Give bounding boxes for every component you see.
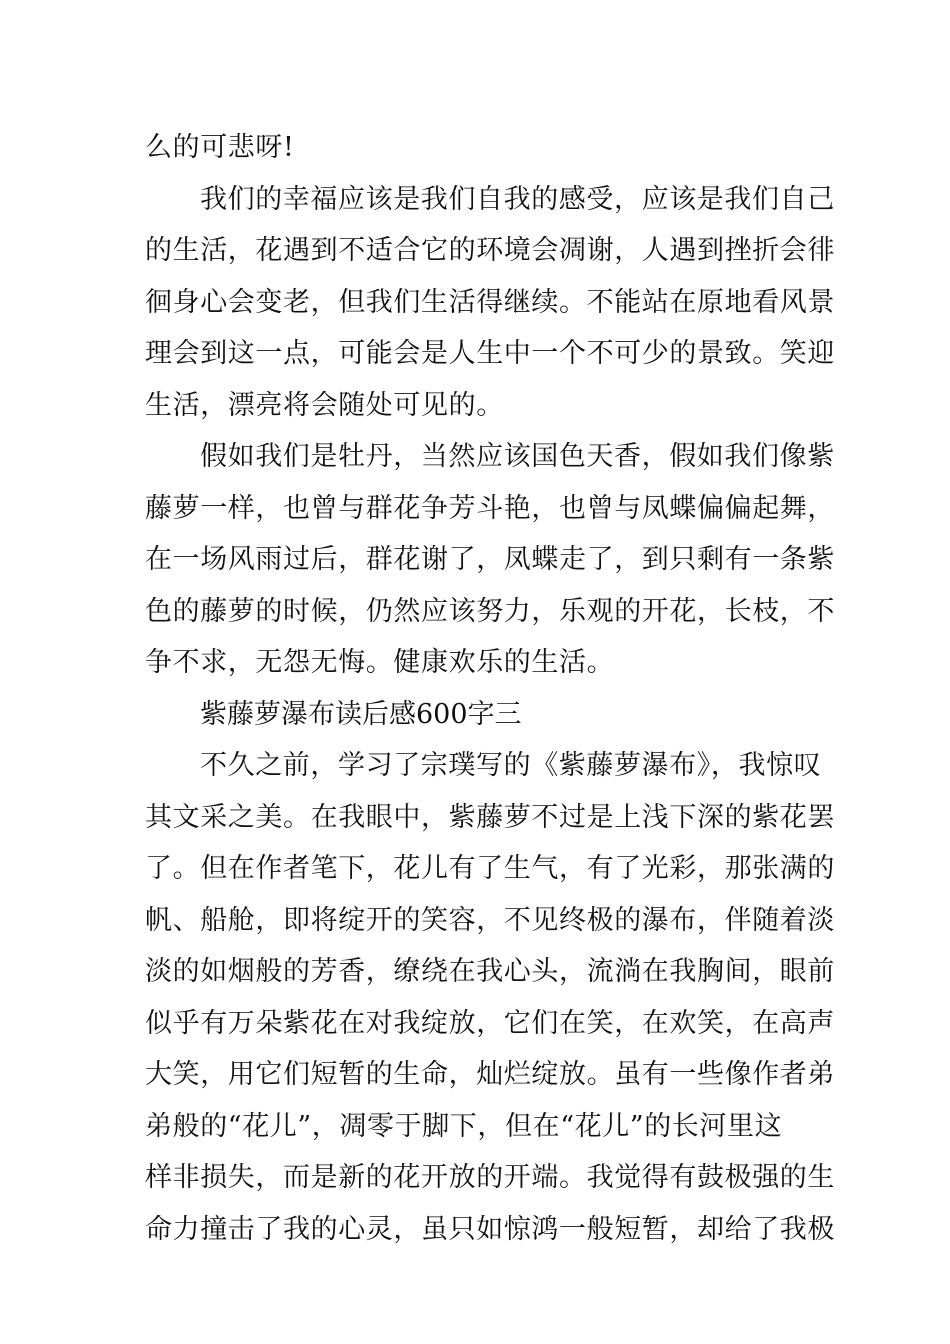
paragraph-start-line: 不久之前，学习了宗璞写的《紫藤萝瀑布》，我惊叹 [200,750,822,781]
paragraph-start-line: 假如我们是牡丹，当然应该国色天香，假如我们像紫 [200,441,835,472]
section-heading: 紫藤萝瀑布读后感600字三 [200,699,522,730]
text-line-16: 帆、船舱，即将绽开的笑容，不见终极的瀑布，伴随着淡 [145,905,835,936]
text-line-9: 在一场风雨过后，群花谢了，凤蝶走了，到只剩有一条紫 [145,544,835,575]
text-line-15: 了。但在作者笔下，花儿有了生气，有了光彩，那张满的 [145,853,835,884]
paragraph-start-line: 我们的幸福应该是我们自我的感受，应该是我们自己 [200,184,835,215]
text-line-6: 生活，漂亮将会随处可见的。 [145,390,504,421]
text-line-20: 弟般的“花儿”，凋零于脚下，但在“花儿”的长河里这 [145,1111,783,1142]
text-line-21: 样非损失，而是新的花开放的开端。我觉得有鼓极强的生 [145,1162,835,1193]
text-line-11: 争不求，无怨无悔。健康欢乐的生活。 [145,647,615,678]
text-line-22: 命力撞击了我的心灵，虽只如惊鸿一般短暂，却给了我极 [145,1214,835,1245]
text-line-4: 徊身心会变老，但我们生活得继续。不能站在原地看风景 [145,287,835,318]
text-line-5: 理会到这一点，可能会是人生中一个不可少的景致。笑迎 [145,338,835,369]
text-line-3: 的生活，花遇到不适合它的环境会凋谢，人遇到挫折会徘 [145,235,835,266]
text-line-19: 大笑，用它们短暂的生命，灿烂绽放。虽有一些像作者弟 [145,1059,835,1090]
text-line-18: 似乎有万朵紫花在对我绽放，它们在笑，在欢笑，在高声 [145,1008,835,1039]
text-line-14: 其文采之美。在我眼中，紫藤萝不过是上浅下深的紫花罢 [145,802,835,833]
text-line-8: 藤萝一样，也曾与群花争芳斗艳，也曾与凤蝶偏偏起舞， [145,493,835,524]
text-line-10: 色的藤萝的时候，仍然应该努力，乐观的开花，长枝，不 [145,596,835,627]
text-line-1: 么的可悲呀! [145,132,295,163]
text-line-17: 淡的如烟般的芳香，缭绕在我心头，流淌在我胸间，眼前 [145,956,835,987]
